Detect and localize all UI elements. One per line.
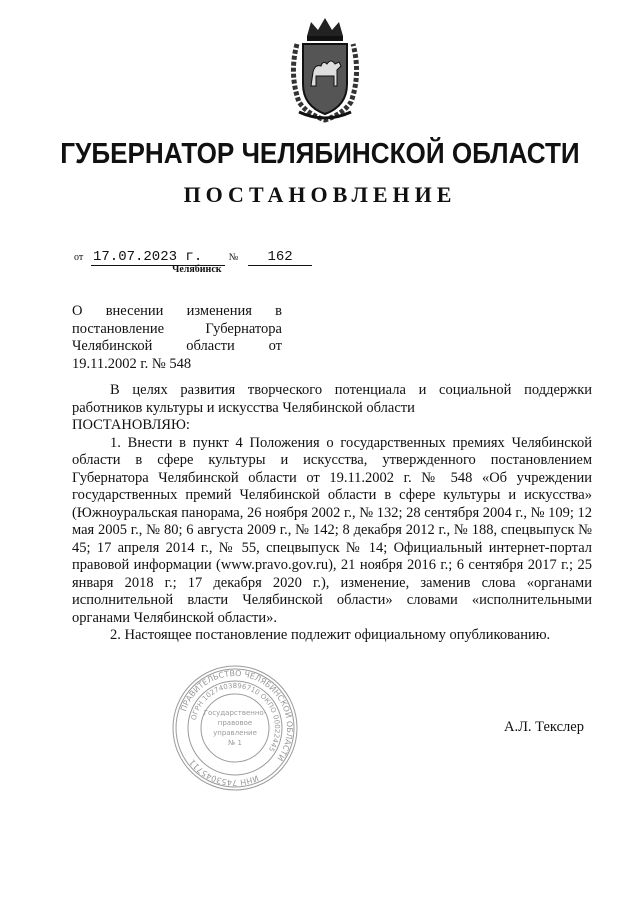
signatory-name: А.Л. Текслер <box>504 719 584 735</box>
stamp-center-line-2: правовое <box>217 719 253 727</box>
decree-word: ПОСТАНОВЛЯЮ: <box>72 417 190 433</box>
item-1: 1. Внести в пункт 4 Положения о государственных премиях Челябинской области в сфере культуры и искусства, утвержденного постановлением Губернатора Челябинской области от 19.11.2002 г. № 548 «Об учреждении государственных премий Челябинской области в сфере культуры и искусства» (Южноуральская панорама, 26 ноября 2002 г., № 132; 28 сентября 2004 г., № 109; 12 мая 2005 г., № 80; 6 августа 2009 г., № 142; 8 декабря 2012 г., № 188, спецвыпуск № 45; 17 апреля 2014 г., № 55, спецвыпуск № 14; Официальный интернет-портал правовой информации (www.pravo.gov.ru), 21 ноября 2016 г.; 6 сентября 2017 г.; 25 января 2018 г.; 17 декабря 2020 г.), изменение, заменив слова «органами исполнительной власти Челябинской области» словами «исполнительными органами Челябинской области». <box>72 434 592 626</box>
official-seal-icon <box>170 663 300 793</box>
document-subject: О внесении изменения в постановление Губернатора Челябинской области от 19.11.2002 г. № 548 <box>72 303 282 372</box>
stamp-bottom-ring: ИНН 7453045711 <box>187 757 260 788</box>
stamp-inner-ring: ОГРН 1027403896710 ОКПО 00022445 <box>189 681 282 753</box>
document-type: ПОСТАНОВЛЕНИЕ <box>183 182 457 207</box>
stamp-center-line-3: управление <box>213 729 257 737</box>
preamble: В целях развития творческого потенциала и социальной поддержки работников культуры и искусства Челябинской области <box>72 382 592 416</box>
document-number: 162 <box>248 249 312 266</box>
date-prefix: от <box>74 252 84 263</box>
coat-of-arms-icon <box>285 14 365 124</box>
stamp-outer-ring: ПРАВИТЕЛЬСТВО ЧЕЛЯБИНСКОЙ ОБЛАСТИ <box>178 668 295 763</box>
stamp-center-line-1: Государственно- <box>203 709 267 717</box>
document-date: 17.07.2023 г. <box>91 249 225 266</box>
number-prefix: № <box>228 252 239 263</box>
item-2: 2. Настоящее постановление подлежит официальному опубликованию. <box>110 627 551 643</box>
stamp-center-line-4: № 1 <box>228 739 242 747</box>
place-of-issue: Челябинск <box>172 264 222 275</box>
document-body <box>72 382 592 645</box>
org-title: ГУБЕРНАТОР ЧЕЛЯБИНСКОЙ ОБЛАСТИ <box>60 138 580 170</box>
